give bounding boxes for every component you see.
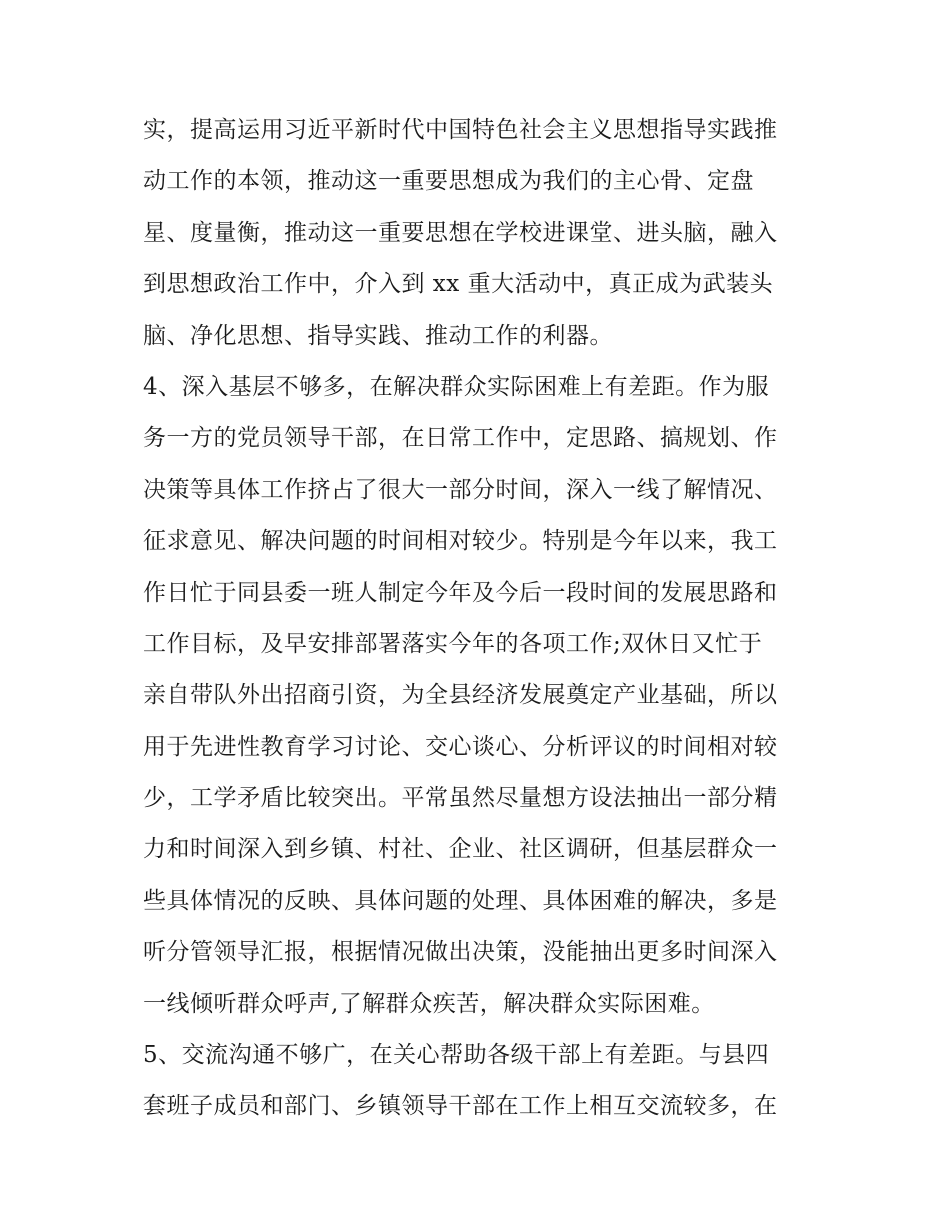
text-line: 些具体情况的反映、具体问题的处理、具体困难的解决，多是: [143, 887, 778, 914]
text-line: 一线倾听群众呼声,了解群众疾苦，解决群众实际困难。: [143, 990, 715, 1017]
text-line: 征求意见、解决问题的时间相对较少。特别是今年以来，我工: [143, 528, 778, 555]
text-line: 套班子成员和部门、乡镇领导干部在工作上相互交流较多，在: [143, 1093, 778, 1120]
text-line: 务一方的党员领导干部，在日常工作中，定思路、搞规划、作: [143, 425, 778, 452]
text-line: 4、深入基层不够多，在解决群众实际困难上有差距。作为服: [143, 373, 770, 400]
text-line: 工作目标，及早安排部署落实今年的各项工作;双休日又忙于: [143, 630, 763, 657]
text-line: 5、交流沟通不够广，在关心帮助各级干部上有差距。与县四: [143, 1042, 770, 1069]
text-line: 少，工学矛盾比较突出。平常虽然尽量想方设法抽出一部分精: [143, 785, 778, 812]
text-line: 作日忙于同县委一班人制定今年及今后一段时间的发展思路和: [143, 579, 778, 606]
text-line: 力和时间深入到乡镇、村社、企业、社区调研，但基层群众一: [143, 836, 778, 863]
text-line: 听分管领导汇报，根据情况做出决策，没能抽出更多时间深入: [143, 939, 778, 966]
text-line: 脑、净化思想、指导实践、推动工作的利器。: [143, 322, 613, 349]
text-line: 决策等具体工作挤占了很大一部分时间，深入一线了解情况、: [143, 476, 778, 503]
text-line: 实，提高运用习近平新时代中国特色社会主义思想指导实践推: [143, 117, 778, 143]
text-line: 到思想政治工作中，介入到 xx 重大活动中，真正成为武装头: [143, 271, 774, 298]
text-line: 动工作的本领，推动这一重要思想成为我们的主心骨、定盘: [143, 168, 754, 195]
text-line: 星、度量衡，推动这一重要思想在学校进课堂、进头脑，融入: [143, 219, 778, 246]
body-text: [143, 105, 823, 1133]
text-line: 亲自带队外出招商引资，为全县经济发展奠定产业基础，所以: [143, 682, 778, 709]
text-line: 用于先进性教育学习讨论、交心谈心、分析评议的时间相对较: [143, 733, 778, 760]
